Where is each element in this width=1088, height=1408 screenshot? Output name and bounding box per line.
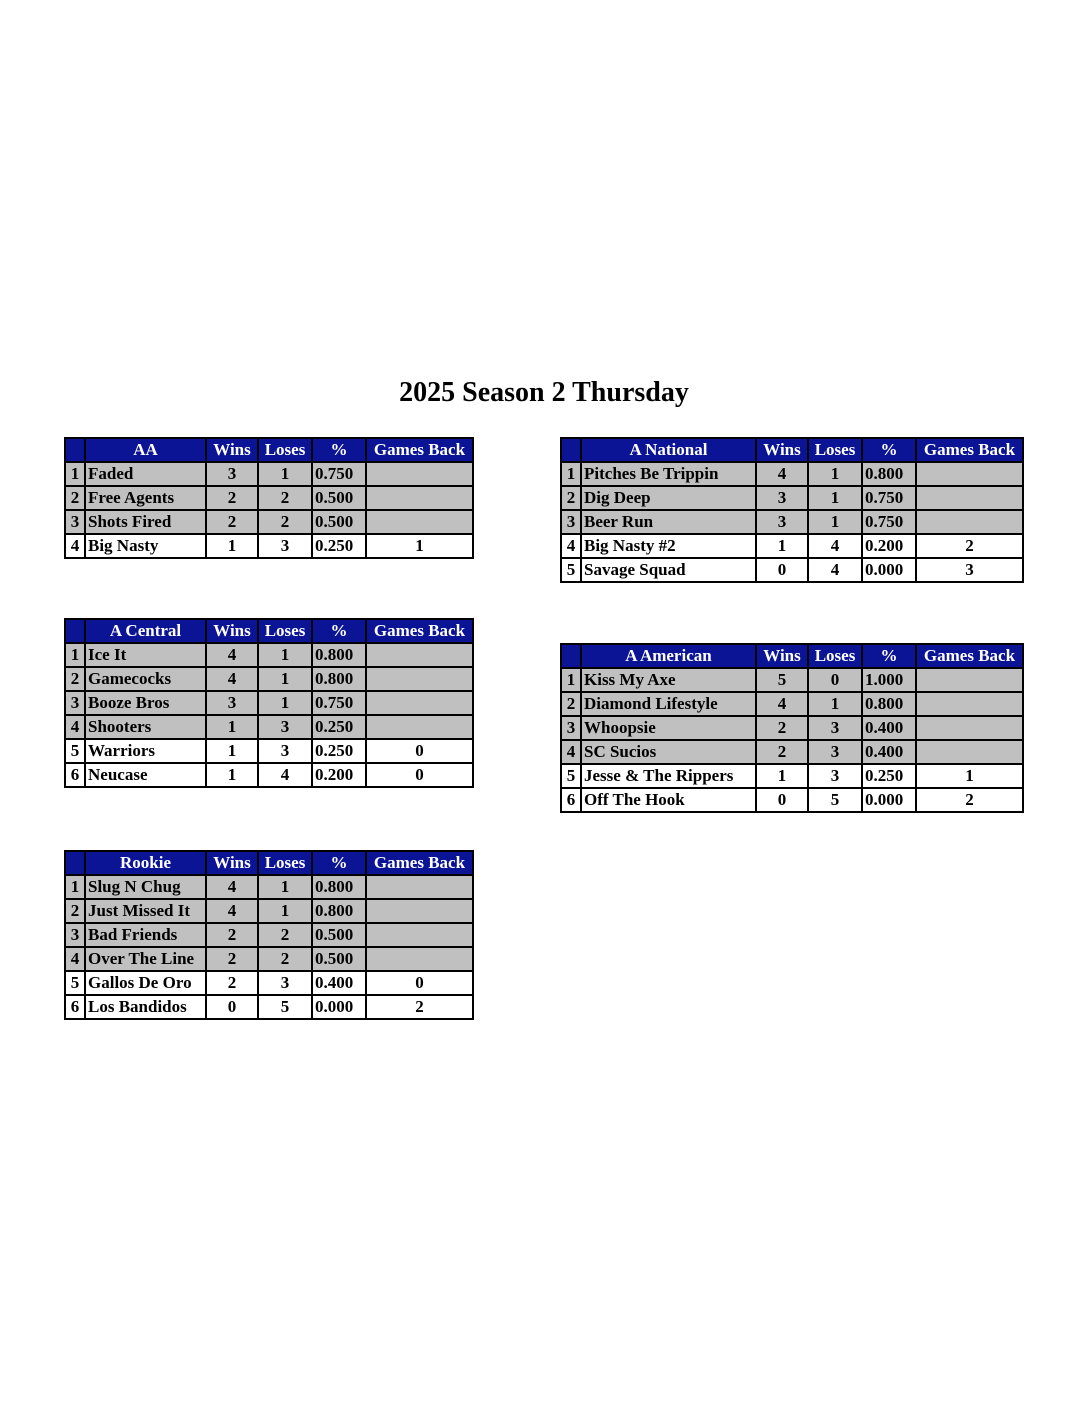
- loses-cell: 1: [808, 692, 862, 716]
- rank-cell: 1: [561, 668, 581, 692]
- games-back-header: Games Back: [366, 438, 473, 462]
- table-row: [561, 668, 1023, 692]
- loses-cell: 3: [808, 716, 862, 740]
- team-name: Over The Line: [85, 947, 206, 971]
- loses-cell: 3: [258, 534, 312, 558]
- loses-header: Loses: [808, 644, 862, 668]
- table-row: [561, 534, 1023, 558]
- games-back-cell: 1: [916, 764, 1023, 788]
- wins-cell: 1: [206, 739, 258, 763]
- games-back-header: Games Back: [916, 644, 1023, 668]
- table-row: [65, 875, 473, 899]
- loses-cell: 4: [808, 534, 862, 558]
- games-back-cell: 0: [366, 739, 473, 763]
- pct-cell: 0.800: [862, 692, 916, 716]
- loses-cell: 3: [258, 739, 312, 763]
- loses-cell: 3: [808, 740, 862, 764]
- games-back-cell: [916, 668, 1023, 692]
- header-row: [65, 438, 473, 462]
- header-row: [65, 619, 473, 643]
- team-name: Jesse & The Rippers: [581, 764, 756, 788]
- games-back-cell: [366, 667, 473, 691]
- team-name: Warriors: [85, 739, 206, 763]
- pct-cell: 0.500: [312, 947, 366, 971]
- rank-cell: 5: [561, 558, 581, 582]
- loses-cell: 2: [258, 923, 312, 947]
- loses-cell: 1: [258, 667, 312, 691]
- rank-cell: 3: [65, 691, 85, 715]
- pct-cell: 0.400: [862, 740, 916, 764]
- wins-header: Wins: [756, 438, 808, 462]
- rank-cell: 4: [65, 534, 85, 558]
- wins-cell: 2: [206, 947, 258, 971]
- loses-header: Loses: [258, 438, 312, 462]
- division-name: A Central: [85, 619, 206, 643]
- header-row: [65, 851, 473, 875]
- pct-cell: 0.200: [862, 534, 916, 558]
- rank-cell: 2: [561, 486, 581, 510]
- pct-header: %: [862, 438, 916, 462]
- team-name: Booze Bros: [85, 691, 206, 715]
- games-back-cell: 1: [366, 534, 473, 558]
- games-back-cell: [916, 692, 1023, 716]
- table-row: [65, 899, 473, 923]
- wins-cell: 1: [206, 715, 258, 739]
- rank-cell: 2: [561, 692, 581, 716]
- table-row: [561, 764, 1023, 788]
- table-row: [65, 995, 473, 1019]
- division-name: Rookie: [85, 851, 206, 875]
- pct-cell: 0.750: [862, 486, 916, 510]
- team-name: Neucase: [85, 763, 206, 787]
- games-back-cell: 2: [916, 788, 1023, 812]
- rank-cell: 4: [65, 715, 85, 739]
- rank-cell: 4: [65, 947, 85, 971]
- pct-cell: 0.500: [312, 510, 366, 534]
- wins-cell: 4: [206, 899, 258, 923]
- team-name: Gamecocks: [85, 667, 206, 691]
- table-row: [65, 643, 473, 667]
- table-row: [65, 739, 473, 763]
- games-back-cell: 3: [916, 558, 1023, 582]
- table-row: [65, 691, 473, 715]
- pct-cell: 0.800: [312, 643, 366, 667]
- pct-cell: 0.000: [312, 995, 366, 1019]
- rank-cell: 3: [65, 923, 85, 947]
- wins-cell: 4: [206, 667, 258, 691]
- table-row: [65, 763, 473, 787]
- table-row: [65, 971, 473, 995]
- pct-header: %: [312, 851, 366, 875]
- pct-cell: 0.000: [862, 558, 916, 582]
- games-back-cell: [366, 510, 473, 534]
- loses-cell: 1: [808, 462, 862, 486]
- loses-cell: 1: [258, 462, 312, 486]
- header-row: [561, 438, 1023, 462]
- team-name: Kiss My Axe: [581, 668, 756, 692]
- loses-cell: 4: [258, 763, 312, 787]
- games-back-cell: 2: [366, 995, 473, 1019]
- games-back-cell: [366, 715, 473, 739]
- division-table-a-central: [64, 618, 474, 788]
- loses-cell: 2: [258, 486, 312, 510]
- pct-cell: 0.400: [862, 716, 916, 740]
- loses-cell: 1: [808, 510, 862, 534]
- wins-cell: 3: [756, 486, 808, 510]
- rank-cell: 6: [65, 995, 85, 1019]
- pct-cell: 0.800: [312, 875, 366, 899]
- wins-cell: 0: [756, 558, 808, 582]
- rank-cell: 5: [65, 739, 85, 763]
- games-back-header: Games Back: [366, 619, 473, 643]
- wins-cell: 1: [756, 534, 808, 558]
- rank-header: [561, 644, 581, 668]
- games-back-cell: [366, 947, 473, 971]
- loses-cell: 1: [808, 486, 862, 510]
- table-row: [561, 462, 1023, 486]
- loses-cell: 3: [808, 764, 862, 788]
- team-name: Gallos De Oro: [85, 971, 206, 995]
- loses-cell: 2: [258, 510, 312, 534]
- pct-cell: 0.200: [312, 763, 366, 787]
- rank-cell: 4: [561, 534, 581, 558]
- team-name: Bad Friends: [85, 923, 206, 947]
- loses-cell: 5: [808, 788, 862, 812]
- pct-cell: 0.750: [312, 462, 366, 486]
- games-back-cell: [366, 643, 473, 667]
- table-row: [561, 740, 1023, 764]
- pct-cell: 0.250: [312, 715, 366, 739]
- games-back-header: Games Back: [366, 851, 473, 875]
- table-row: [561, 558, 1023, 582]
- table-row: [561, 716, 1023, 740]
- games-back-cell: [366, 875, 473, 899]
- team-name: SC Sucios: [581, 740, 756, 764]
- wins-cell: 3: [756, 510, 808, 534]
- wins-cell: 0: [206, 995, 258, 1019]
- pct-cell: 0.500: [312, 486, 366, 510]
- wins-cell: 4: [756, 692, 808, 716]
- table-row: [561, 692, 1023, 716]
- loses-cell: 1: [258, 691, 312, 715]
- table-row: [65, 923, 473, 947]
- rank-cell: 2: [65, 486, 85, 510]
- pct-cell: 0.250: [862, 764, 916, 788]
- rank-cell: 5: [561, 764, 581, 788]
- loses-cell: 5: [258, 995, 312, 1019]
- pct-header: %: [312, 619, 366, 643]
- pct-cell: 0.750: [862, 510, 916, 534]
- division-name: A American: [581, 644, 756, 668]
- rank-cell: 4: [561, 740, 581, 764]
- pct-cell: 0.250: [312, 534, 366, 558]
- team-name: Ice It: [85, 643, 206, 667]
- team-name: Big Nasty #2: [581, 534, 756, 558]
- wins-cell: 2: [206, 486, 258, 510]
- wins-cell: 3: [206, 691, 258, 715]
- team-name: Shots Fired: [85, 510, 206, 534]
- wins-cell: 2: [206, 923, 258, 947]
- games-back-cell: [916, 486, 1023, 510]
- rank-cell: 3: [65, 510, 85, 534]
- wins-cell: 1: [206, 763, 258, 787]
- rank-cell: 3: [561, 716, 581, 740]
- wins-cell: 2: [206, 510, 258, 534]
- wins-cell: 5: [756, 668, 808, 692]
- loses-cell: 1: [258, 899, 312, 923]
- division-table-rookie: [64, 850, 474, 1020]
- division-name: A National: [581, 438, 756, 462]
- team-name: Free Agents: [85, 486, 206, 510]
- loses-cell: 3: [258, 971, 312, 995]
- table-row: [561, 510, 1023, 534]
- table-row: [561, 486, 1023, 510]
- division-table-a-american: [560, 643, 1024, 813]
- table-row: [65, 947, 473, 971]
- loses-cell: 0: [808, 668, 862, 692]
- games-back-cell: 0: [366, 971, 473, 995]
- games-back-cell: [366, 899, 473, 923]
- table-row: [65, 510, 473, 534]
- wins-cell: 4: [206, 875, 258, 899]
- rank-cell: 1: [561, 462, 581, 486]
- team-name: Shooters: [85, 715, 206, 739]
- pct-cell: 1.000: [862, 668, 916, 692]
- wins-cell: 3: [206, 462, 258, 486]
- wins-header: Wins: [756, 644, 808, 668]
- rank-header: [65, 619, 85, 643]
- table-row: [65, 462, 473, 486]
- games-back-cell: [366, 462, 473, 486]
- table-row: [65, 486, 473, 510]
- team-name: Dig Deep: [581, 486, 756, 510]
- rank-header: [65, 438, 85, 462]
- loses-cell: 1: [258, 875, 312, 899]
- rank-cell: 1: [65, 462, 85, 486]
- team-name: Just Missed It: [85, 899, 206, 923]
- team-name: Big Nasty: [85, 534, 206, 558]
- loses-header: Loses: [808, 438, 862, 462]
- team-name: Los Bandidos: [85, 995, 206, 1019]
- loses-cell: 3: [258, 715, 312, 739]
- header-row: [561, 644, 1023, 668]
- rank-cell: 2: [65, 667, 85, 691]
- rank-cell: 2: [65, 899, 85, 923]
- team-name: Pitches Be Trippin: [581, 462, 756, 486]
- pct-header: %: [312, 438, 366, 462]
- pct-cell: 0.750: [312, 691, 366, 715]
- pct-cell: 0.800: [312, 667, 366, 691]
- games-back-cell: 2: [916, 534, 1023, 558]
- games-back-cell: [366, 691, 473, 715]
- rank-header: [561, 438, 581, 462]
- wins-header: Wins: [206, 619, 258, 643]
- table-row: [65, 534, 473, 558]
- games-back-cell: [916, 740, 1023, 764]
- games-back-cell: [916, 716, 1023, 740]
- rank-cell: 6: [561, 788, 581, 812]
- division-table-a-national: [560, 437, 1024, 583]
- pct-cell: 0.800: [862, 462, 916, 486]
- loses-header: Loses: [258, 851, 312, 875]
- table-row: [65, 715, 473, 739]
- games-back-cell: [366, 486, 473, 510]
- wins-cell: 4: [206, 643, 258, 667]
- rank-cell: 1: [65, 643, 85, 667]
- pct-cell: 0.500: [312, 923, 366, 947]
- team-name: Savage Squad: [581, 558, 756, 582]
- team-name: Beer Run: [581, 510, 756, 534]
- wins-header: Wins: [206, 438, 258, 462]
- table-row: [65, 667, 473, 691]
- pct-cell: 0.000: [862, 788, 916, 812]
- rank-cell: 3: [561, 510, 581, 534]
- rank-cell: 6: [65, 763, 85, 787]
- rank-cell: 1: [65, 875, 85, 899]
- loses-header: Loses: [258, 619, 312, 643]
- games-back-cell: 0: [366, 763, 473, 787]
- pct-cell: 0.250: [312, 739, 366, 763]
- wins-cell: 0: [756, 788, 808, 812]
- pct-header: %: [862, 644, 916, 668]
- division-name: AA: [85, 438, 206, 462]
- page-title: 2025 Season 2 Thursday: [399, 377, 689, 408]
- wins-cell: 2: [206, 971, 258, 995]
- games-back-cell: [366, 923, 473, 947]
- wins-cell: 4: [756, 462, 808, 486]
- pct-cell: 0.800: [312, 899, 366, 923]
- pct-cell: 0.400: [312, 971, 366, 995]
- loses-cell: 4: [808, 558, 862, 582]
- team-name: Diamond Lifestyle: [581, 692, 756, 716]
- games-back-cell: [916, 510, 1023, 534]
- wins-header: Wins: [206, 851, 258, 875]
- division-table-aa: [64, 437, 474, 559]
- team-name: Off The Hook: [581, 788, 756, 812]
- team-name: Slug N Chug: [85, 875, 206, 899]
- games-back-cell: [916, 462, 1023, 486]
- rank-header: [65, 851, 85, 875]
- games-back-header: Games Back: [916, 438, 1023, 462]
- wins-cell: 1: [206, 534, 258, 558]
- loses-cell: 2: [258, 947, 312, 971]
- loses-cell: 1: [258, 643, 312, 667]
- wins-cell: 2: [756, 716, 808, 740]
- team-name: Faded: [85, 462, 206, 486]
- team-name: Whoopsie: [581, 716, 756, 740]
- wins-cell: 1: [756, 764, 808, 788]
- table-row: [561, 788, 1023, 812]
- wins-cell: 2: [756, 740, 808, 764]
- rank-cell: 5: [65, 971, 85, 995]
